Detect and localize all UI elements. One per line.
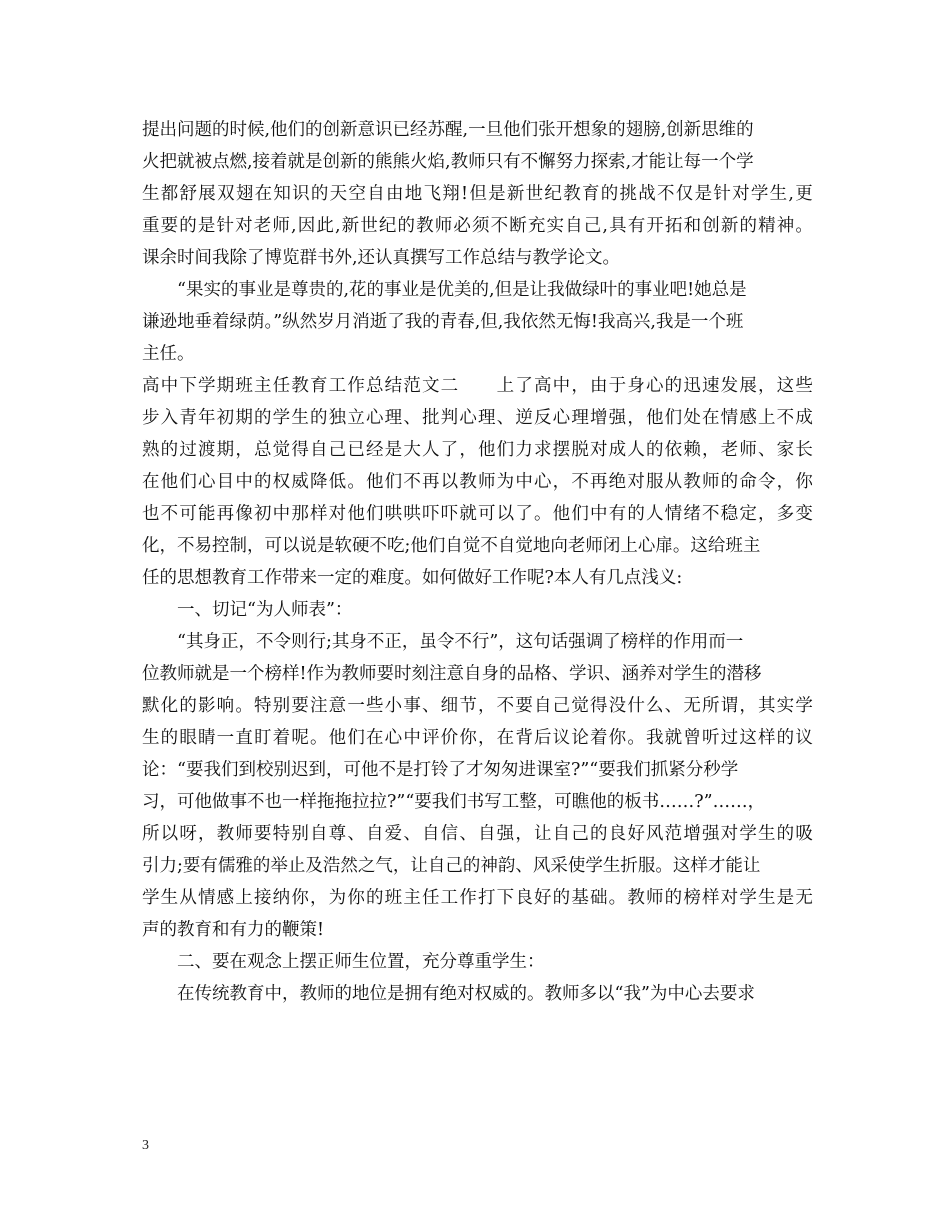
text-line: 习，可他做事不也一样拖拖拉拉?”“要我们书写工整，可瞧他的板书……?”……， (142, 792, 766, 812)
text-line: 火把就被点燃,接着就是创新的熊熊火焰,教师只有不懈努力探索,才能让每一个学 (142, 152, 754, 172)
text-line: 也不可能再像初中那样对他们哄哄吓吓就可以了。他们中有的人情绪不稳定，多变 (142, 504, 815, 524)
text-line: 在他们心目中的权威降低。他们不再以教师为中心，不再绝对服从教师的命令，你 (142, 472, 815, 492)
text-line: 学生从情感上接纳你，为你的班主任工作打下良好的基础。教师的榜样对学生是无 (142, 888, 815, 908)
text-line: 提出问题的时候,他们的创新意识已经苏醒,一旦他们张开想象的翅膀,创新思维的 (142, 120, 754, 140)
text-line: 声的教育和有力的鞭策! (142, 920, 325, 940)
text-line: 步入青年初期的学生的独立心理、批判心理、逆反心理增强，他们处在情感上不成 (142, 408, 815, 428)
text-line: 默化的影响。特别要注意一些小事、细节，不要自己觉得没什么、无所谓，其实学 (142, 696, 815, 716)
text-line: 重要的是针对老师,因此,新世纪的教师必须不断充实自己,具有开拓和创新的精神。 (142, 216, 815, 236)
text-line: 二、要在观念上摆正师生位置，充分尊重学生： (177, 952, 545, 972)
document-body (142, 114, 814, 1010)
text-line: 主任。 (142, 344, 195, 364)
text-line: 引力;要有儒雅的举止及浩然之气，让自己的神韵、风采使学生折服。这样才能让 (142, 856, 761, 876)
page-number: 3 (142, 1138, 149, 1153)
text-line: “其身正，不令则行;其身不正，虽令不行”，这句话强调了榜样的作用而一 (177, 632, 744, 652)
text-line: 课余时间我除了博览群书外,还认真撰写工作总结与教学论文。 (142, 248, 621, 268)
text-line: 谦逊地垂着绿荫。”纵然岁月消逝了我的青春,但,我依然无悔!我高兴,我是一个班 (142, 312, 744, 332)
text-line: 任的思想教育工作带来一定的难度。如何做好工作呢?本人有几点浅义: (142, 568, 683, 588)
text-line: 在传统教育中，教师的地位是拥有绝对权威的。教师多以“我”为中心去要求 (177, 984, 755, 1004)
text-line: 生都舒展双翅在知识的天空自由地飞翔!但是新世纪教育的挑战不仅是针对学生,更 (142, 184, 815, 204)
text-line: 熟的过渡期，总觉得自己已经是大人了，他们力求摆脱对成人的依赖，老师、家长 (142, 440, 815, 460)
text-line: 论：“要我们到校别迟到，可他不是打铃了才匆匆进课室?”“要我们抓紧分秒学 (142, 760, 739, 780)
text-line: 所以呀，教师要特别自尊、自爱、自信、自强，让自己的良好风范增强对学生的吸 (142, 824, 815, 844)
text-line: 高中下学期班主任教育工作总结范文二 上了高中，由于身心的迅速发展，这些 (142, 376, 815, 396)
text-line: “果实的事业是尊贵的,花的事业是优美的,但是让我做绿叶的事业吧!她总是 (177, 280, 747, 300)
text-line: 生的眼睛一直盯着呢。他们在心中评价你，在背后议论着你。我就曾听过这样的议 (142, 728, 815, 748)
text-line: 化，不易控制，可以说是软硬不吃;他们自觉不自觉地向老师闭上心扉。这给班主 (142, 536, 761, 556)
text-line: 一、切记“为人师表”： (177, 600, 353, 620)
text-line: 位教师就是一个榜样!作为教师要时刻注意自身的品格、学识、涵养对学生的潜移 (142, 664, 762, 684)
